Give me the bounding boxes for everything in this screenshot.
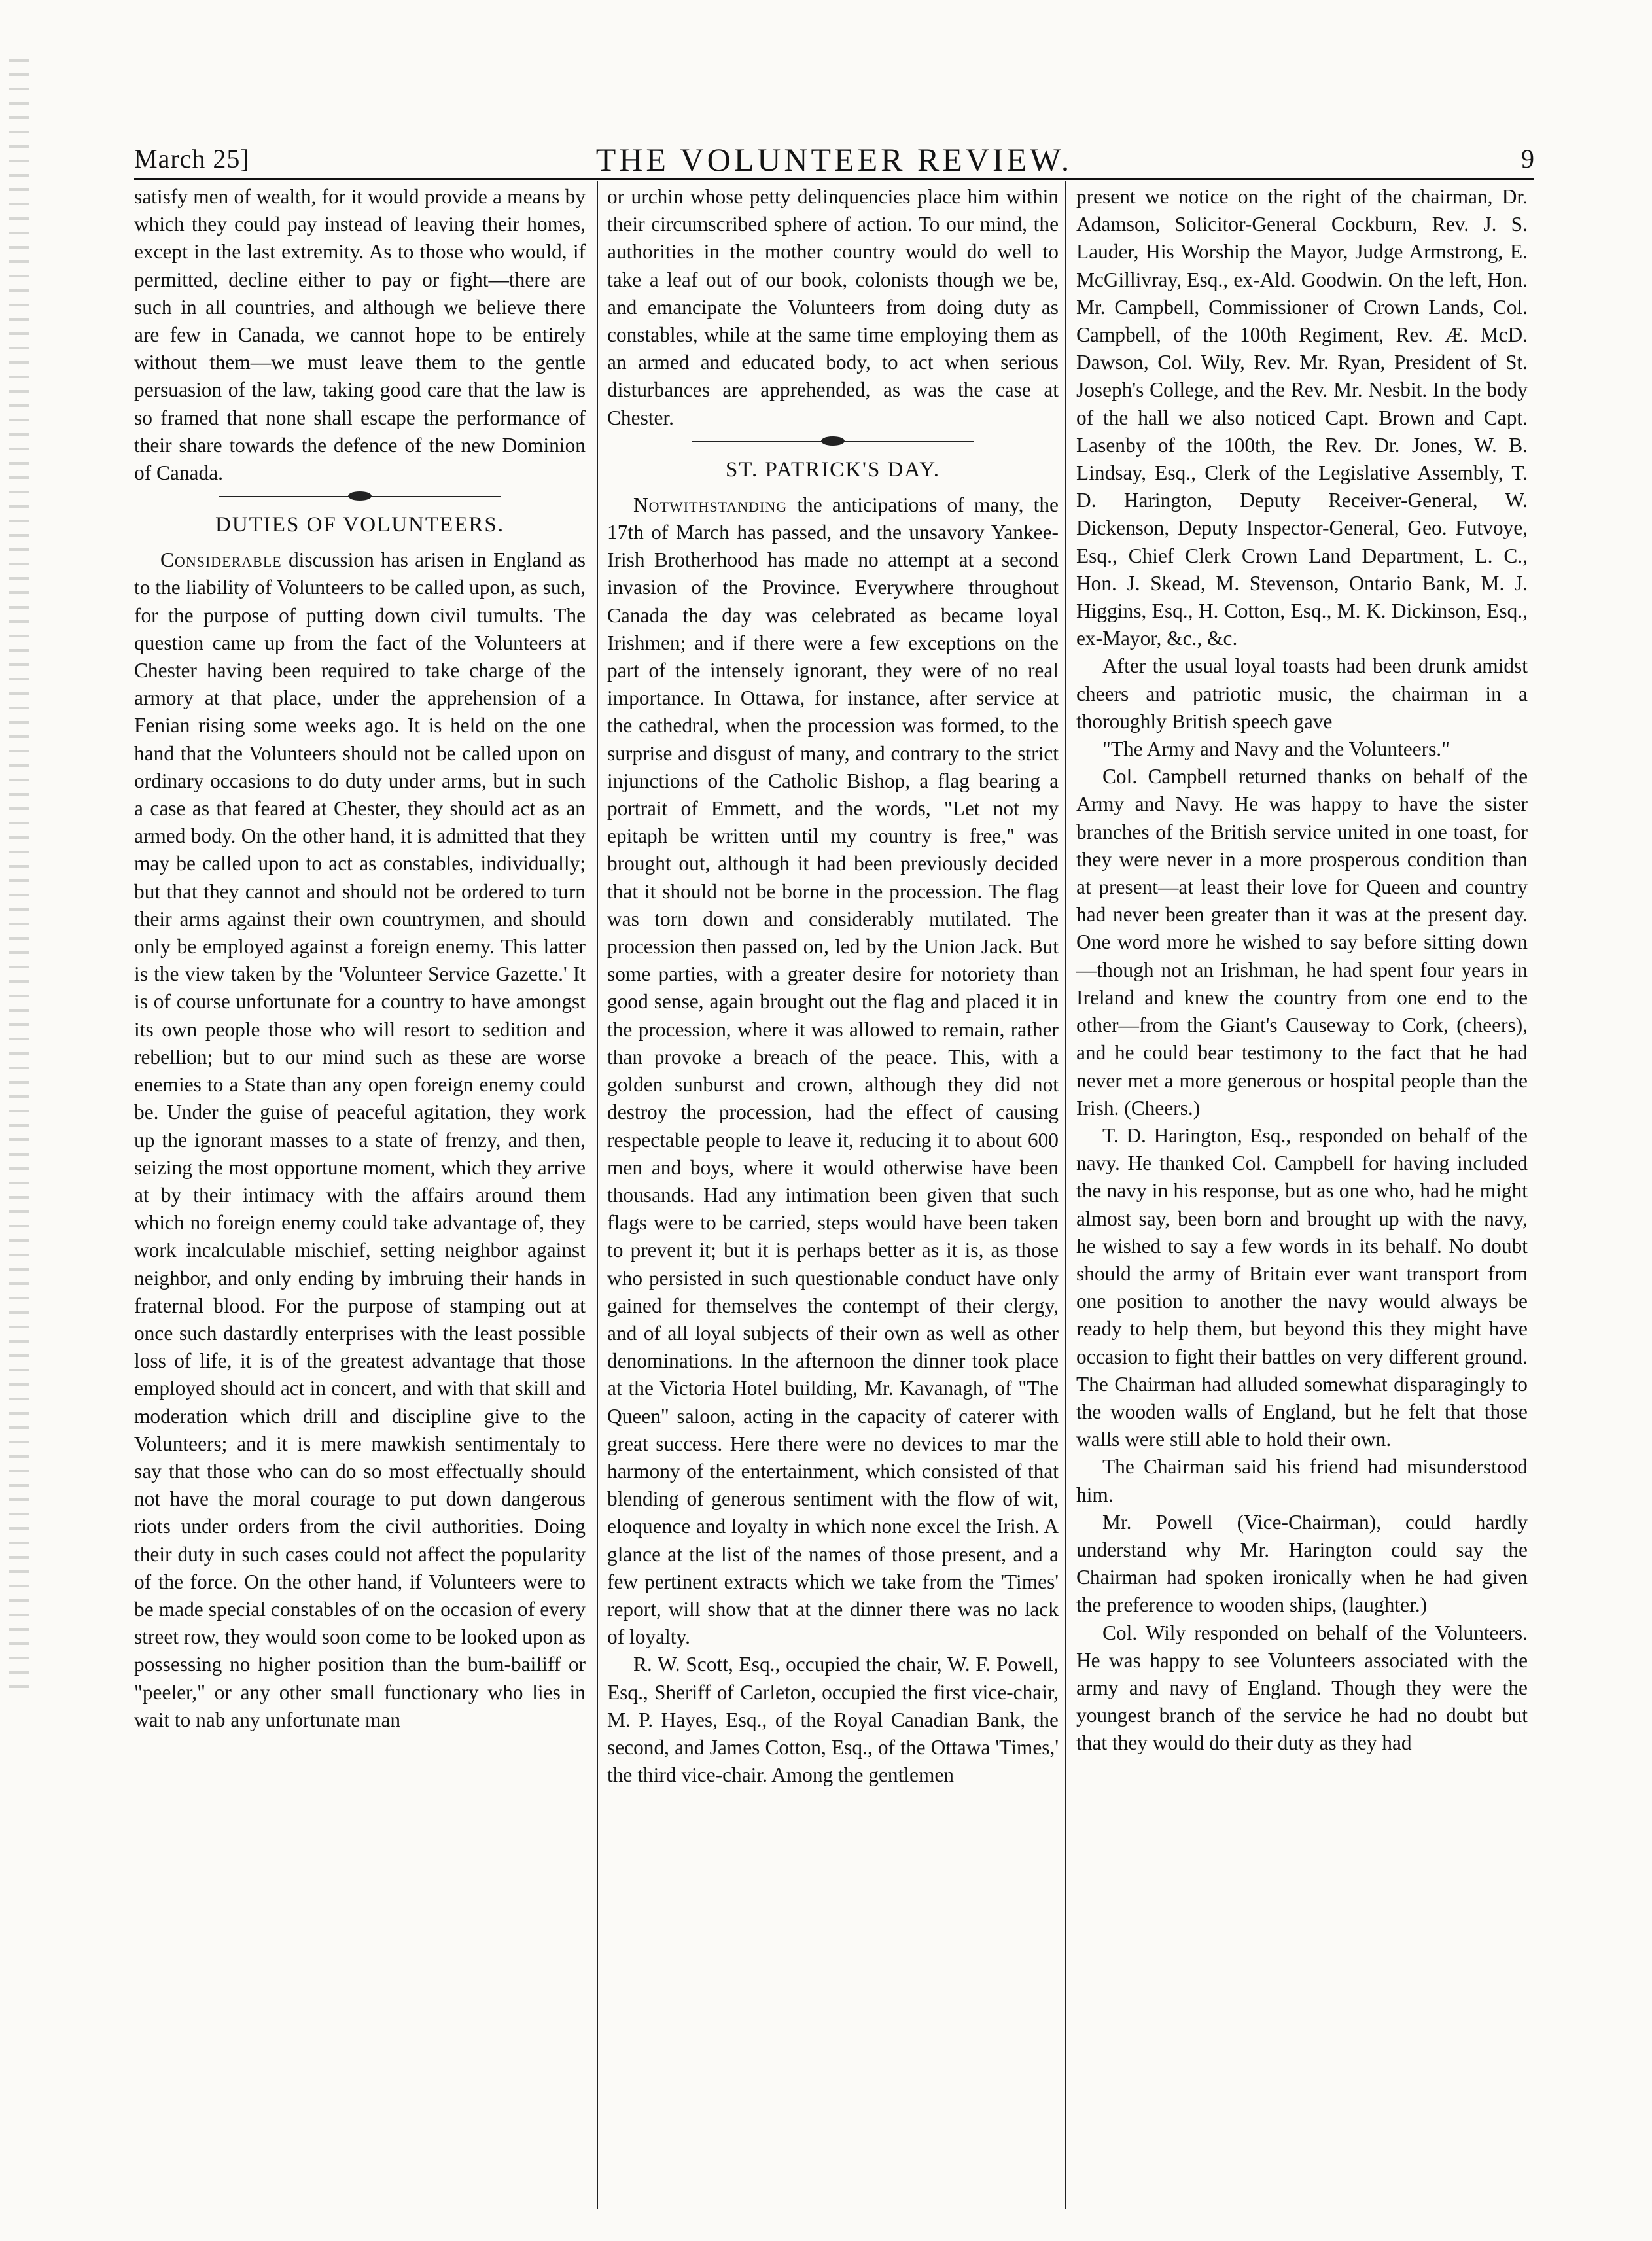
column-1: [134, 183, 586, 2218]
column-rule-1: [597, 181, 598, 2209]
lead-word: Considerable: [160, 548, 282, 572]
issue-date: March 25]: [134, 144, 250, 173]
body-text: the anticipations of many, the 17th of March has passed, and the unsavory Yankee-Irish Brotherhood has made no attempt at a second invasion of the Province. Everywhere throughout Canada the day was celebrated as became loyal Irishmen; and if there were a few exceptions on the part of the intensely ignorant, they were of no real importance. In Ottawa, for instance, after service at the cathedral, when the procession was formed, to the surprise and disgust of many, and contrary to the strict injunctions of the Catholic Bishop, a flag bearing a portrait of Emmett, and the words, "Let not my epitaph be written until my country is free," was brought out, although it had been previously decided that it should not be borne in the procession. The flag was torn down and considerably mutilated. The procession then passed on, led by the Union Jack. But some parties, with a greater desire for notoriety than good sense, again brought out the flag and placed it in the procession, where it was allowed to remain, rather than provoke a breach of the peace. This, with a golden sunburst and crown, although they did not destroy the procession, had the effect of causing respectable people to leave it, reducing it to about 600 men and boys, where it would otherwise have been thousands. Had any intimation been given that such flags were to be carried, steps would have been taken to prevent it; but it is perhaps better as it is, as those who persisted in such questionable conduct have only gained for themselves the contempt of their clergy, and of all loyal subjects of their own as well as other denominations. In the afternoon the dinner took place at the Victoria Hotel building, Mr. Kavanagh, of "The Queen" saloon, acting in the capacity of caterer with great success. Here there were no devices to mar the harmony of the entertainment, which consisted of that blending of generous sentiment with the flow of wit, eloquence and loyalty in which none excel the Irish. A glance at the list of the names of those present, and a few pertinent extracts which we take from the 'Times' report, will show that at the dinner there was no lack of loyalty.: [607, 493, 1059, 1649]
paragraph-chair: R. W. Scott, Esq., occupied the chair, W. F. Powell, Esq., Sheriff of Carleton, occupied the first vice-chair, M. P. Hayes, Esq., of the Royal Canadian Bank, the second, and James Cotton, Esq., of the Ottawa 'Times,' the third vice-chair. Among the gentlemen: [607, 1653, 1059, 1787]
section-divider: [607, 436, 1059, 448]
scan-edge-marks: [9, 59, 29, 1695]
section-divider: [134, 491, 586, 503]
paragraph-chairman: The Chairman said his friend had misunderstood him.: [1076, 1455, 1528, 1506]
masthead-title: THE VOLUNTEER REVIEW.: [595, 141, 1073, 178]
header-rule: [134, 178, 1534, 180]
paragraph-campbell: Col. Campbell returned thanks on behalf of the Army and Navy. He was happy to have the sister branches of the British service united in one toast, for they were never in a more prosperous condition than at present—at least their love for Queen and country had never been greater than it was at the present day. One word more he wished to say before sitting down—though not an Irishman, he had spent four years in Ireland and knew the country from one end to the other—from the Giant's Causeway to Cork, (cheers), and he could bear testimony to the fact that he had never met a more generous or hospital people than the Irish. (Cheers.): [1076, 765, 1528, 1120]
column-2: [607, 183, 1059, 2218]
article-heading-st-patricks: ST. PATRICK'S DAY.: [725, 457, 941, 482]
column-3: [1076, 183, 1528, 2218]
lead-word: Notwithstanding: [633, 493, 788, 516]
paragraph-powell: Mr. Powell (Vice-Chairman), could hardly understand why Mr. Harington could say the Chairman had spoken ironically when he had given the preference to wooden ships, (laughter.): [1076, 1510, 1528, 1617]
paragraph-wily: Col. Wily responded on behalf of the Volunteers. He was happy to see Volunteers associated with the army and navy of England. Though they were the youngest branch of the service he had no doubt but that they would do their duty as they had: [1076, 1621, 1528, 1755]
body-text: discussion has arisen in England as to the liability of Volunteers to be called upon, as such, for the purpose of putting down civil tumults. The question came up from the fact of the Volunteers at Chester having been required to take charge of the armory at that place, under the apprehension of a Fenian rising some weeks ago. It is held on the one hand that the Volunteers should not be called upon on ordinary occasions to do duty under arms, but in such a case as that feared at Chester, they should act as an armed body. On the other hand, it is admitted that they may be called upon to act as constables, individually; but that they cannot and should not be ordered to turn their arms against their own countrymen, and should only be employed against a foreign enemy. This latter is the view taken by the 'Volunteer Service Gazette.' It is of course unfortunate for a country to have amongst its own people those who will resort to sedition and rebellion; but to our mind such as these are worse enemies to a State than any open foreign enemy could be. Under the guise of peaceful agitation, they work up the ignorant masses to a state of frenzy, and then, seizing the most opportune moment, which they arrive at by their intimacy with the affairs around them which no foreign enemy could take advantage of, they work incalculable mischief, setting neighbor against neighbor, and only ending by imbruing their hands in fraternal blood. For the purpose of stamping out at once such dastardly enterprises with the least possible loss of life, it is of the greatest advantage that those employed should act in concert, and with that skill and moderation which drill and discipline give to the Volunteers; and it is mere mawkish sentimentaly to say that those who can do so most effectually should not have the moral courage to put down dangerous riots under orders from the civil authorities. Doing their duty in such cases could not affect the popularity of the force. On the other hand, if Volunteers were to be made special constables of on the occasion of every street row, they would soon come to be looked upon as possessing no higher position than the bum-bailiff or "peeler," or any other small functionary who lies in wait to nab any unfortunate man: [134, 548, 586, 1731]
article-body-st-patricks: [607, 491, 1059, 1651]
paragraph-harington: T. D. Harington, Esq., responded on behalf of the navy. He thanked Col. Campbell for having included the navy in his response, but as one who, had he might almost say, been born and brought up with the navy, he wished to say a few words in its behalf. No doubt should the army of Britain ever want transport from one position to another the navy would always be ready to help them, but beyond this they might have occasion to fight their battles on very different ground. The Chairman had alluded somewhat disparagingly to the wooden walls of England, but he felt that those walls were still able to hold their own.: [1076, 1123, 1528, 1451]
article-body-duties: [134, 546, 586, 1734]
paragraph-toasts: After the usual loyal toasts had been drunk amidst cheers and patriotic music, the chairman in a thoroughly British speech gave: [1076, 654, 1528, 733]
paragraph-guests: present we notice on the right of the chairman, Dr. Adamson, Solicitor-General Cockburn, Rev. J. S. Lauder, His Worship the Mayor, Judge Armstrong, E. McGillivray, Esq., ex-Ald. Goodwin. On the left, Hon. Mr. Campbell, Commissioner of Crown Lands, Col. Campbell, of the 100th Regiment, Rev. Æ. McD. Dawson, Col. Wily, Rev. Mr. Ryan, President of St. Joseph's College, and the Rev. Mr. Nesbit. In the body of the hall we also noticed Capt. Brown and Capt. Lasenby of the 100th, the Rev. Dr. Jones, W. B. Lindsay, Esq., Clerk of the Legislative Assembly, T. D. Harington, Deputy Receiver-General, W. Dickenson, Deputy Inspector-General, Geo. Futvoye, Esq., Chief Clerk Crown Land Department, L. C., Hon. J. Skead, M. Stevenson, Ontario Bank, M. J. Higgins, Esq., H. Cotton, Esq., M. K. Dickinson, Esq., ex-Mayor, &c., &c.: [1076, 185, 1528, 650]
article-continuation: or urchin whose petty delinquencies place him within their circumscribed sphere of action. To our mind, the authorities in the mother country would do well to take a leaf out of our book, colonists though we be, and emancipate the Volunteers from doing duty as constables, while at the same time employing them as an armed and educated body, to act when serious disturbances are apprehended, as was the case at Chester.: [607, 185, 1059, 429]
article-continuation: satisfy men of wealth, for it would provide a means by which they could pay instead of leaving their homes, except in the last extremity. As to those who would, if permitted, decline either to pay or fight—there are such in all countries, and although we believe there are few in Canada, we cannot hope to be entirely without them—we must leave them to the gentle persuasion of the law, taking good care that the law is so framed that none shall escape the performance of their share towards the defence of the new Dominion of Canada.: [134, 185, 586, 485]
article-heading-duties: DUTIES OF VOLUNTEERS.: [215, 513, 504, 537]
column-rule-2: [1065, 181, 1066, 2209]
paragraph-toast-quote: "The Army and Navy and the Volunteers.": [1102, 737, 1450, 761]
page-number: 9: [1521, 144, 1534, 173]
